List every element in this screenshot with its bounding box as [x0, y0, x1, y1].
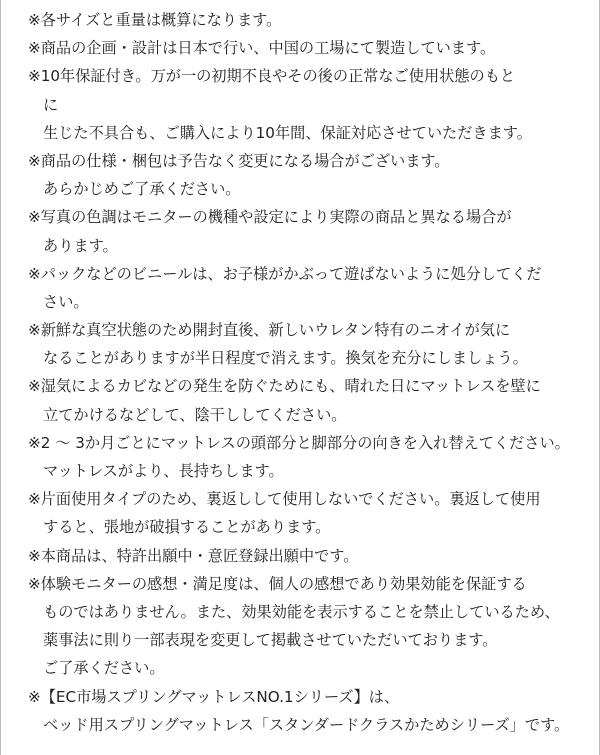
- notes-list: [28, 6, 588, 739]
- note-line: ※商品の企画・設計は日本で行い、中国の工場にて製造しています。: [28, 39, 496, 58]
- note-line: 薬事法に則り一部表現を変更して掲載させていただいております。: [43, 631, 498, 650]
- note-line: なることがありますが半日程度で消えます。換気を充分にしましょう。: [43, 349, 528, 368]
- note-line: さい。: [43, 292, 89, 311]
- note-line: すると、張地が破損することがあります。: [43, 518, 331, 537]
- note-line: ※10年保証付き。万が一の初期不良やその後の正常なご使用状態のもと: [28, 67, 516, 86]
- note-line: ※新鮮な真空状態のため開封直後、新しいウレタン特有のニオイが気に: [28, 321, 511, 340]
- note-line: ※各サイズと重量は概算になります。: [28, 11, 282, 29]
- note-line: ※片面使用タイプのため、裏返しして使用しないでください。裏返して使用: [28, 490, 541, 509]
- note-line: ※【EC市場スプリングマットレスNO.1シリーズ】は、: [28, 687, 400, 706]
- note-line: ものではありません。また、効果効能を表示することを禁止しているため、: [43, 602, 560, 621]
- note-line: 生じた不具合も、ご購入により10年間、保証対応させていただきます。: [43, 123, 532, 142]
- note-line: ※本商品は、特許出願中・意匠登録出願中です。: [28, 546, 359, 565]
- note-line: ※商品の仕様・梱包は予告なく変更になる場合がございます。: [28, 151, 450, 170]
- note-line: ※体験モニターの感想・満足度は、個人の感想であり効果効能を保証する: [28, 574, 527, 593]
- note-line: ご了承ください。: [43, 659, 165, 678]
- note-line: あります。: [43, 236, 118, 255]
- note-line: に: [43, 95, 59, 114]
- note-line: ※湿気によるカビなどの発生を防ぐためにも、晴れた日にマットレスを壁に: [28, 377, 541, 396]
- note-line: 立てかけるなどして、陰干ししてください。: [43, 405, 347, 424]
- note-line: ※2 ～ 3か月ごとにマットレスの頭部分と脚部分の向きを入れ替えてください。: [28, 433, 570, 452]
- note-line: ※パックなどのビニールは、お子様がかぶって遊ばないように処分してくだ: [28, 264, 542, 283]
- note-line: ※写真の色調はモニターの機種や設定により実際の商品と異なる場合が: [28, 208, 512, 227]
- note-line: ベッド用スプリングマットレス「スタンダードクラスかためシリーズ」です。: [43, 715, 570, 734]
- note-line: マットレスがより、長持ちします。: [43, 462, 284, 480]
- note-line: あらかじめご了承ください。: [43, 180, 241, 199]
